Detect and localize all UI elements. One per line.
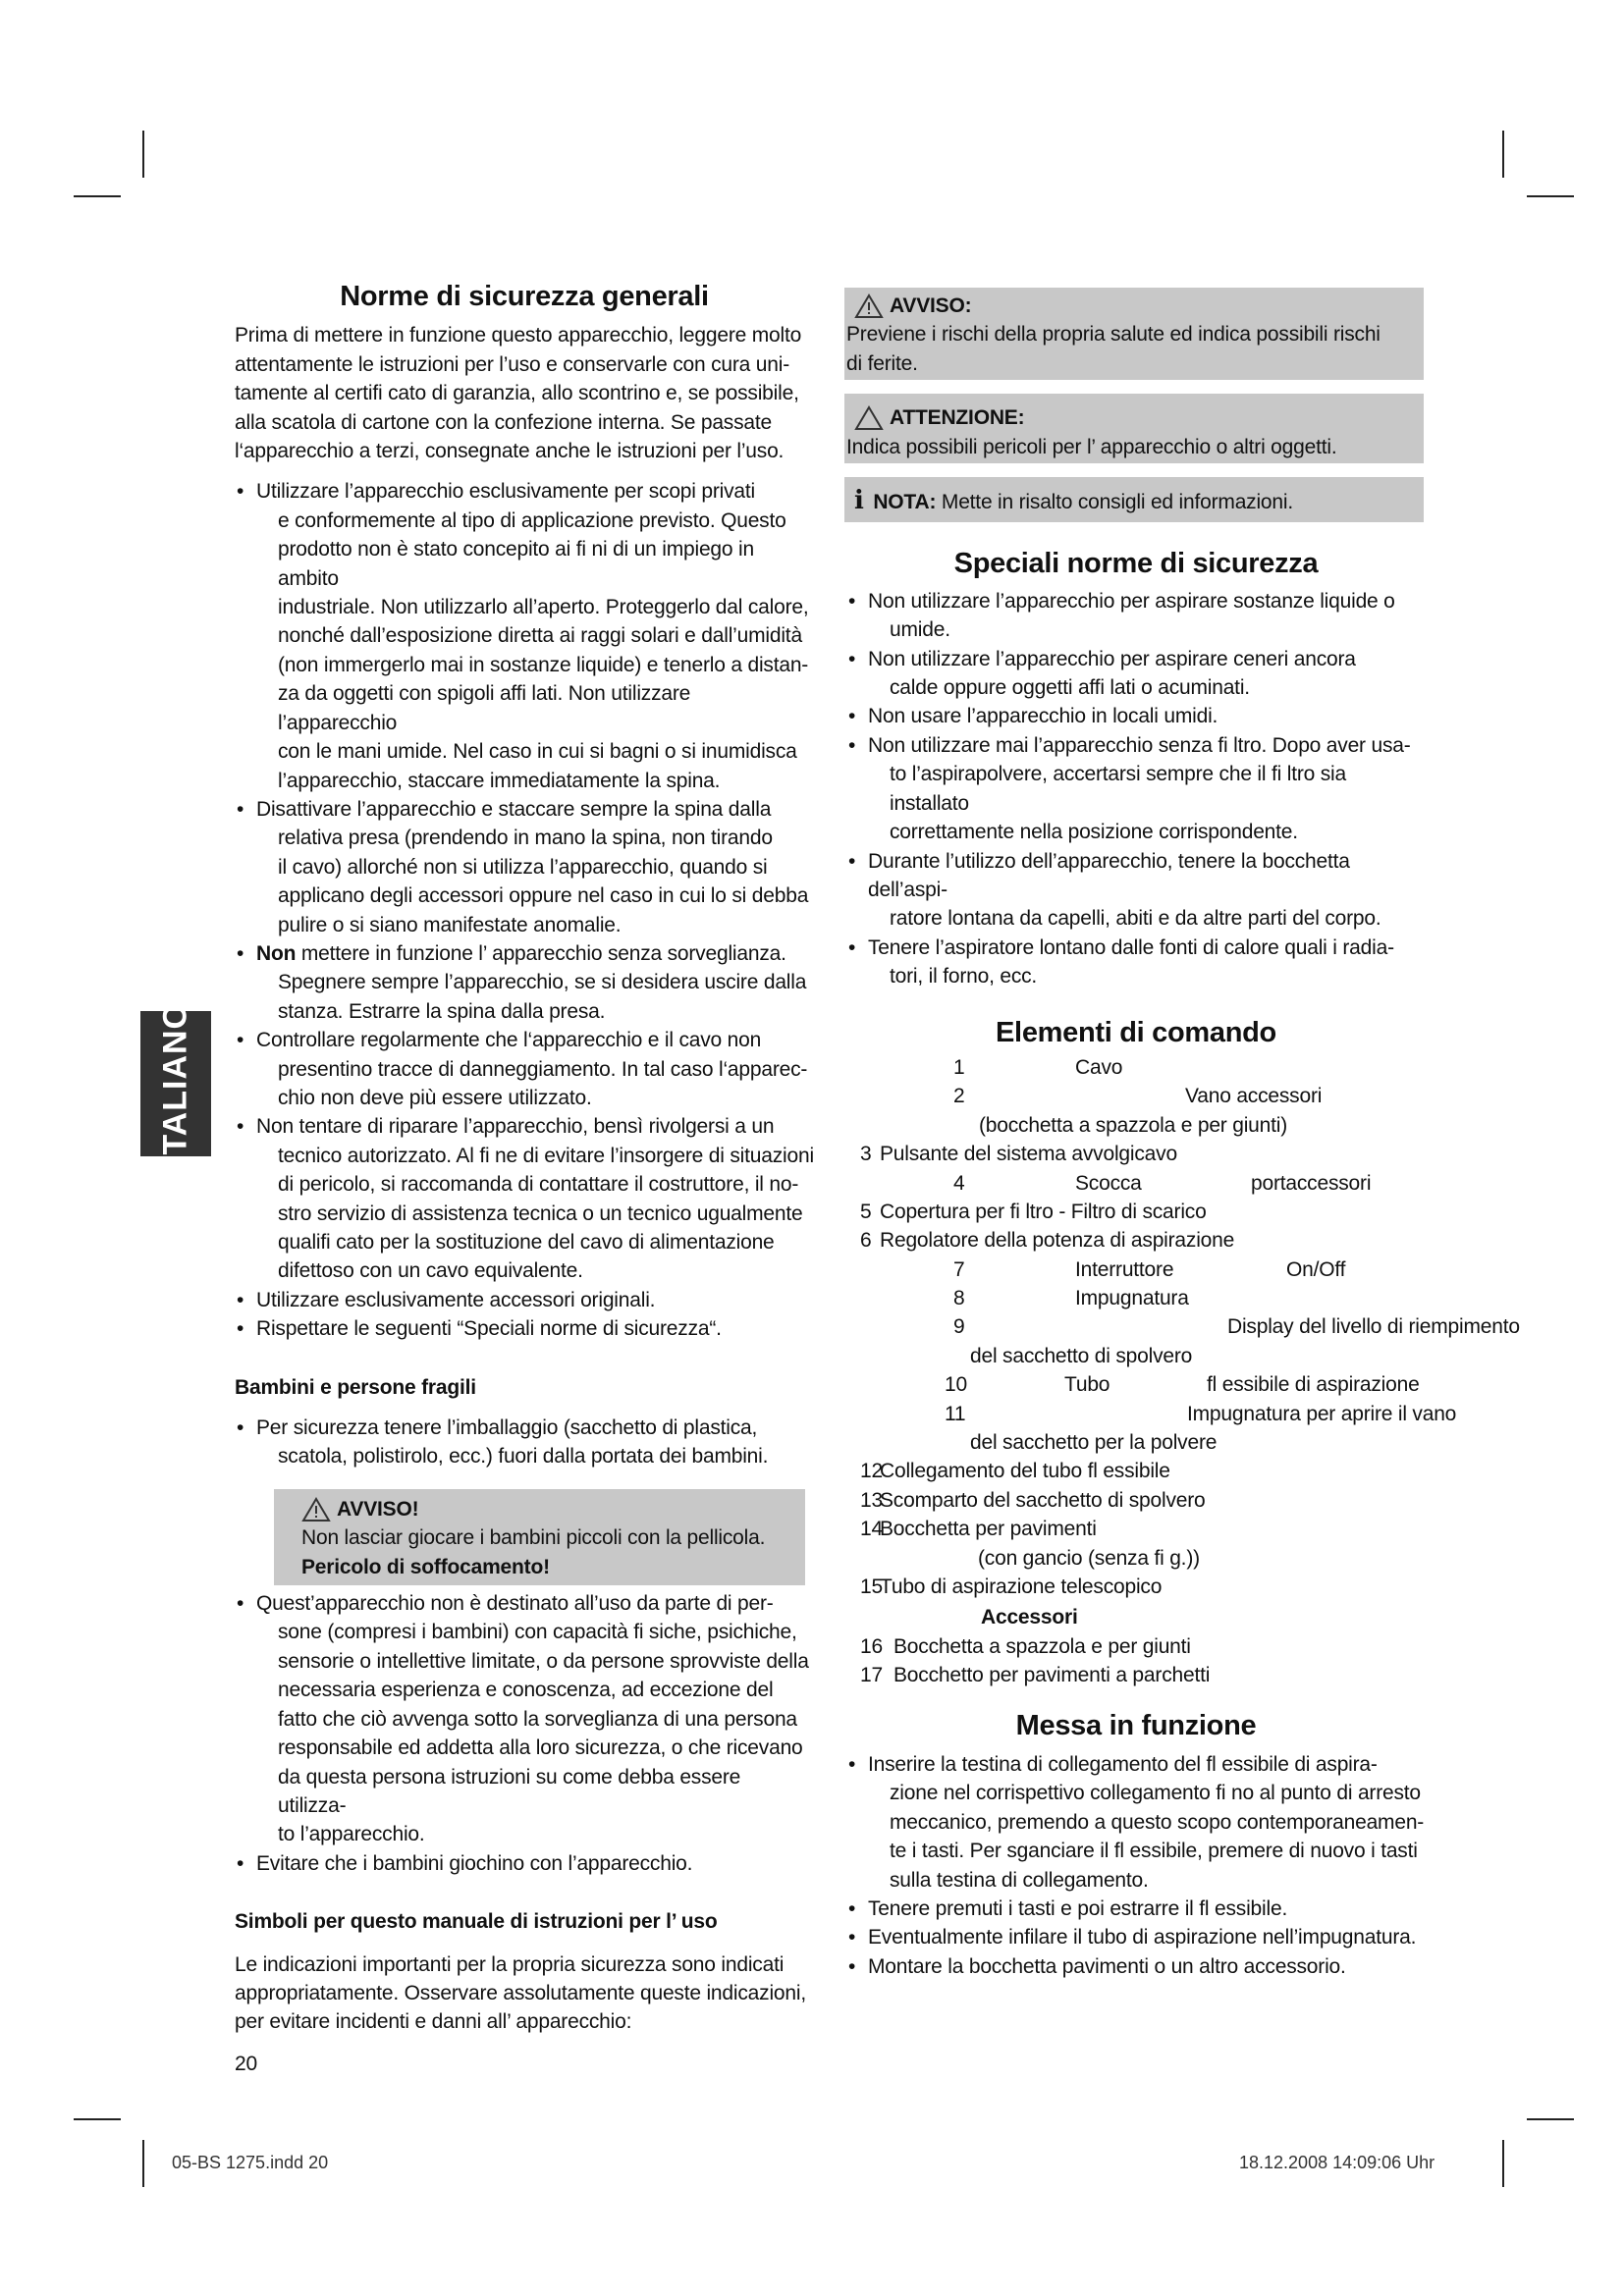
list-item xyxy=(846,1952,1426,1981)
text-line: Prima di mettere in funzione questo apparecchio, leggere molto xyxy=(235,324,802,347)
list-item-first-line xyxy=(256,1112,814,1141)
control-label: portaccessori xyxy=(1251,1171,1372,1195)
controls-list xyxy=(846,1053,1520,1601)
text-line: tori, il forno, ecc. xyxy=(890,965,1038,988)
list-item-first-line xyxy=(868,1952,1426,1981)
crop-mark xyxy=(1502,131,1504,178)
text-line: da questa persona istruzioni su come debba essere utilizza- xyxy=(278,1765,741,1817)
text-line: Quest’apparecchio non è destinato all’uso da parte di per- xyxy=(256,1592,774,1616)
control-item xyxy=(846,1226,1426,1255)
text-line: difettoso con un cavo equivalente. xyxy=(278,1259,583,1283)
control-item xyxy=(846,1111,1426,1140)
list-item-first-line xyxy=(256,1849,814,1878)
text-line: stro servizio di assistenza tecnica o un tecnico ugualmente xyxy=(278,1201,803,1225)
text-line: tecnico autorizzato. Al fi ne di evitare l’insorgere di situazioni xyxy=(278,1144,814,1167)
list-item xyxy=(235,939,814,1026)
bullet-icon: • xyxy=(848,849,856,873)
footer-file-info: 05-BS 1275.indd 20 xyxy=(172,2153,329,2172)
control-number: 13 xyxy=(860,1488,883,1512)
control-number: 5 xyxy=(860,1200,872,1223)
bold-text: Non xyxy=(256,941,297,965)
control-item xyxy=(846,1169,1426,1198)
general-safety-list xyxy=(235,477,814,1343)
control-label: Vano accessori xyxy=(1185,1085,1323,1108)
list-item-first-line xyxy=(868,731,1426,760)
control-item xyxy=(846,1312,1520,1341)
left-column xyxy=(235,283,814,2037)
text-line: scatola, polistirolo, ecc.) fuori dalla portata dei bambini. xyxy=(278,1445,769,1468)
control-item xyxy=(846,1515,1426,1543)
text-line: il cavo) allorché non si utilizza l’apparecchio, quando si xyxy=(278,855,768,879)
control-label: Tubo di aspirazione telescopico xyxy=(880,1575,1163,1598)
attenzione-text: Indica possibili pericoli per l’ apparecchio o altri oggetti. xyxy=(846,435,1337,458)
text-line: to l’aspirapolvere, accertarsi sempre che il fi ltro sia installato xyxy=(890,763,1346,815)
page-number: 20 xyxy=(235,2053,257,2075)
list-item-first-line xyxy=(868,1923,1426,1951)
crop-mark xyxy=(1527,2118,1574,2120)
bullet-icon: • xyxy=(237,1851,244,1875)
list-item xyxy=(846,731,1426,847)
text-line: Rispettare le seguenti “Speciali norme di sicurezza“. xyxy=(256,1317,722,1341)
text-line: e conformemente al tipo di applicazione previsto. Questo xyxy=(278,508,786,532)
text-line: attentamente le istruzioni per l’uso e conservarle con cura uni- xyxy=(235,352,789,376)
list-item-first-line xyxy=(868,847,1426,905)
bullet-icon: • xyxy=(848,705,856,728)
text-line: umide. xyxy=(890,618,950,642)
text-line: Disattivare l’apparecchio e staccare sempre la spina dalla xyxy=(256,797,772,821)
text-line: relativa presa (prendendo in mano la spina, non tirando xyxy=(278,827,773,850)
text-line: mettere in funzione l’ apparecchio senza sorveglianza. xyxy=(296,941,786,965)
control-number: 4 xyxy=(953,1171,965,1195)
text-line: correttamente nella posizione corrispondente. xyxy=(890,821,1298,844)
control-item xyxy=(846,1428,1426,1457)
text-line: pulire o si siano manifestate anomalie. xyxy=(278,913,622,936)
crop-mark xyxy=(142,131,144,178)
list-item-first-line xyxy=(256,1414,814,1442)
text-line: Controllare regolarmente che l‘apparecchio e il cavo non xyxy=(256,1029,762,1052)
section-title-controls: Elementi di comando xyxy=(996,1016,1276,1048)
control-label: del sacchetto di spolvero xyxy=(970,1344,1193,1367)
text-line: Eventualmente infilare il tubo di aspirazione nell’impugnatura. xyxy=(868,1926,1417,1949)
text-line: Utilizzare esclusivamente accessori originali. xyxy=(256,1288,656,1311)
text-line: Utilizzare l’apparecchio esclusivamente per scopi privati xyxy=(256,480,755,504)
bullet-icon: • xyxy=(848,589,856,613)
text-line: Per sicurezza tenere l’imballaggio (sacchetto di plastica, xyxy=(256,1416,758,1440)
control-item xyxy=(846,1486,1426,1515)
list-item xyxy=(846,1895,1426,1923)
language-tab-label: ITALIANO xyxy=(156,1001,194,1166)
text-line: meccanico, premendo a questo scopo contemporaneamen- xyxy=(890,1810,1425,1834)
section-title-setup: Messa in funzione xyxy=(1015,1709,1257,1741)
bullet-icon: • xyxy=(237,797,244,821)
control-number: 8 xyxy=(953,1287,965,1310)
list-item xyxy=(235,477,814,794)
list-item xyxy=(846,702,1426,730)
control-label: (bocchetta a spazzola e per giunti) xyxy=(979,1113,1288,1137)
control-label: Impugnatura per aprire il vano xyxy=(1187,1402,1457,1425)
control-number: 14 xyxy=(860,1518,883,1541)
list-item xyxy=(235,1314,814,1343)
list-item xyxy=(846,587,1426,645)
bullet-icon: • xyxy=(237,1288,244,1311)
avviso-title-text: AVVISO: xyxy=(890,294,972,317)
text-line: zione nel corrispettivo collegamento fi no al punto di arresto xyxy=(890,1782,1421,1805)
list-item xyxy=(235,795,814,939)
nota-box xyxy=(844,477,1424,522)
list-item xyxy=(846,847,1426,934)
text-line: to l’apparecchio. xyxy=(278,1823,425,1846)
control-label: Scomparto del sacchetto di spolvero xyxy=(880,1488,1206,1512)
accessory-number: 17 xyxy=(860,1664,883,1687)
bullet-icon: • xyxy=(237,1115,244,1139)
control-number: 9 xyxy=(953,1315,965,1339)
list-item xyxy=(235,1112,814,1285)
accessory-label: Bocchetta a spazzola e per giunti xyxy=(893,1634,1191,1658)
setup-list xyxy=(846,1750,1426,1981)
list-item xyxy=(846,645,1426,703)
control-number: 12 xyxy=(860,1460,883,1483)
caution-triangle-icon xyxy=(854,405,884,431)
text-line: nonché dall’esposizione diretta ai raggi solari e dall’umidità xyxy=(278,624,802,648)
avviso-text: Previene i rischi della propria salute ed indica possibili rischi xyxy=(846,323,1380,347)
crop-mark xyxy=(74,195,121,197)
text-line: responsabile ed addetta alla loro sicurezza, o che ricevano xyxy=(278,1736,803,1760)
warning-box-bold-text: Pericolo di soffocamento! xyxy=(301,1555,550,1578)
text-line: chio non deve più essere utilizzato. xyxy=(278,1086,592,1109)
text-line: sulla testina di collegamento. xyxy=(890,1868,1149,1892)
warning-triangle-icon xyxy=(301,1497,331,1522)
text-line: di pericolo, si raccomanda di contattare il costruttore, il no- xyxy=(278,1173,799,1197)
text-line: Durante l’utilizzo dell’apparecchio, tenere la bocchetta dell’aspi- xyxy=(868,849,1350,901)
section-title-special-safety: Speciali norme di sicurezza xyxy=(953,548,1319,580)
control-item xyxy=(846,1198,1426,1226)
list-item-first-line xyxy=(256,795,814,824)
text-line: applicano degli accessori oppure nel caso in cui lo si debba xyxy=(278,884,809,908)
attenzione-title-text: ATTENZIONE: xyxy=(890,406,1025,430)
bullet-icon: • xyxy=(848,647,856,670)
subheading-symbols: Simboli per questo manuale di istruzioni per l’ uso xyxy=(235,1910,718,1934)
bullet-icon: • xyxy=(237,1317,244,1341)
control-item xyxy=(846,1400,1457,1428)
text-line: Non tentare di riparare l’apparecchio, bensì rivolgersi a un xyxy=(256,1115,775,1139)
bullet-icon: • xyxy=(237,480,244,504)
control-number: 3 xyxy=(860,1143,872,1166)
control-label: Cavo xyxy=(1075,1055,1123,1079)
accessory-item xyxy=(846,1661,1426,1689)
crop-mark xyxy=(142,2140,144,2187)
avviso-text: di ferite. xyxy=(846,351,918,375)
attenzione-box xyxy=(844,394,1424,463)
bullet-icon: • xyxy=(848,1896,856,1920)
control-number: 6 xyxy=(860,1229,872,1253)
list-item xyxy=(846,1750,1426,1895)
list-item xyxy=(235,1589,814,1849)
text-line: Montare la bocchetta pavimenti o un altro accessorio. xyxy=(868,1954,1346,1978)
control-number: 15 xyxy=(860,1575,883,1598)
list-item-first-line xyxy=(256,1026,814,1054)
text-line: Le indicazioni importanti per la propria sicurezza sono indicati xyxy=(235,1952,785,1976)
list-item xyxy=(235,1849,814,1878)
text-line: calde oppure oggetti affi lati o acuminati. xyxy=(890,676,1250,700)
warning-triangle-icon xyxy=(854,294,884,319)
control-item xyxy=(846,1140,1426,1168)
section-title-general-safety: Norme di sicurezza generali xyxy=(340,281,709,312)
bullet-icon: • xyxy=(848,1954,856,1978)
control-item xyxy=(846,1457,1426,1485)
list-item xyxy=(846,934,1426,991)
bullet-icon: • xyxy=(237,1029,244,1052)
accessory-label: Bocchetto per pavimenti a parchetti xyxy=(893,1664,1211,1687)
control-item xyxy=(846,1342,1426,1370)
list-item-first-line xyxy=(256,939,814,968)
bullet-icon: • xyxy=(848,1752,856,1776)
list-item xyxy=(235,1286,814,1314)
nota-label: NOTA: xyxy=(873,491,937,514)
control-label: Regolatore della potenza di aspirazione xyxy=(880,1229,1235,1253)
control-item xyxy=(846,1573,1426,1601)
bullet-icon: • xyxy=(237,941,244,965)
list-item xyxy=(846,1923,1426,1951)
list-item-first-line xyxy=(256,1314,814,1343)
nota-text: Mette in risalto consigli ed informazioni. xyxy=(936,491,1293,514)
control-label: Bocchetta per pavimenti xyxy=(880,1518,1097,1541)
control-label: Scocca xyxy=(1075,1171,1142,1195)
right-column xyxy=(846,288,1520,1981)
list-item-first-line xyxy=(868,587,1426,615)
info-icon: i xyxy=(854,486,864,516)
list-item-first-line xyxy=(868,934,1426,962)
text-line: Non utilizzare l’apparecchio per aspirare sostanze liquide o xyxy=(868,589,1395,613)
list-item-first-line xyxy=(868,1895,1426,1923)
crop-mark xyxy=(1502,2140,1504,2187)
bullet-icon: • xyxy=(848,935,856,959)
intro-paragraph xyxy=(235,321,814,465)
text-line: Tenere l’aspiratore lontano dalle fonti di calore quali i radia- xyxy=(868,935,1394,959)
text-line: te i tasti. Per sganciare il fl essibile, premere di nuovo i tasti xyxy=(890,1840,1418,1863)
list-item-first-line xyxy=(256,477,814,506)
control-item xyxy=(846,1053,1426,1082)
text-line: Non usare l’apparecchio in locali umidi. xyxy=(868,705,1218,728)
text-line: za da oggetti con spigoli affi lati. Non utilizzare l’apparecchio xyxy=(278,682,691,734)
accessories-list xyxy=(846,1632,1426,1690)
crop-mark xyxy=(1527,195,1574,197)
list-item-first-line xyxy=(256,1286,814,1314)
bullet-icon: • xyxy=(237,1416,244,1440)
control-number: 11 xyxy=(945,1402,966,1425)
text-line: qualifi cato per la sostituzione del cavo di alimentazione xyxy=(278,1231,775,1254)
text-line: presentino tracce di danneggiamento. In tal caso l‘apparec- xyxy=(278,1057,808,1081)
subheading-children: Bambini e persone fragili xyxy=(235,1375,476,1399)
crop-mark xyxy=(74,2118,121,2120)
text-line: fatto che ciò avvenga sotto la sorveglianza di una persona xyxy=(278,1707,797,1731)
control-number: 10 xyxy=(945,1373,967,1397)
control-item xyxy=(846,1284,1426,1312)
text-line: Inserire la testina di collegamento del fl essibile di aspira- xyxy=(868,1752,1378,1776)
bullet-icon: • xyxy=(848,1926,856,1949)
special-safety-list xyxy=(846,587,1426,991)
list-item-first-line xyxy=(868,645,1426,673)
text-line: l‘apparecchio a terzi, consegnate anche le istruzioni per l’uso. xyxy=(235,440,785,463)
subheading-accessories: Accessori xyxy=(981,1606,1078,1629)
list-item-first-line xyxy=(868,1750,1426,1779)
text-line: sensorie o intellettive limitate, o da persone sprovviste della xyxy=(278,1649,809,1673)
text-line: tamente al certifi cato di garanzia, allo scontrino e, se possibile, xyxy=(235,382,799,405)
attenzione-title xyxy=(854,403,1424,432)
accessory-number: 16 xyxy=(860,1634,883,1658)
text-line: prodotto non è stato concepito ai fi ni di un impiego in ambito xyxy=(278,538,754,590)
control-item xyxy=(846,1255,1426,1284)
footer-timestamp: 18.12.2008 14:09:06 Uhr xyxy=(1239,2153,1435,2172)
control-label: (con gancio (senza fi g.)) xyxy=(978,1546,1200,1570)
warning-box-suffocation xyxy=(274,1489,805,1585)
control-label: On/Off xyxy=(1286,1257,1346,1281)
text-line: ratore lontana da capelli, abiti e da altre parti del corpo. xyxy=(890,907,1381,931)
text-line: l’apparecchio, staccare immediatamente la spina. xyxy=(278,769,721,792)
control-label: Tubo xyxy=(1064,1373,1110,1397)
bullet-icon: • xyxy=(848,733,856,757)
list-item xyxy=(235,1414,814,1471)
list-item xyxy=(235,1026,814,1112)
text-line: Non utilizzare l’apparecchio per aspirare ceneri ancora xyxy=(868,647,1356,670)
control-label: del sacchetto per la polvere xyxy=(970,1431,1218,1455)
avviso-box xyxy=(844,288,1424,380)
control-label: Copertura per fi ltro - Filtro di scarico xyxy=(880,1200,1207,1223)
children-list xyxy=(235,1414,814,1471)
text-line: appropriatamente. Osservare assolutamente queste indicazioni, xyxy=(235,1981,806,2004)
warning-box-title-text: AVVISO! xyxy=(337,1497,419,1521)
control-label: fl essibile di aspirazione xyxy=(1207,1373,1420,1397)
text-line: Non utilizzare mai l’apparecchio senza fi ltro. Dopo aver usa- xyxy=(868,733,1411,757)
control-number: 1 xyxy=(953,1055,965,1079)
warning-box-text: Non lasciar giocare i bambini piccoli con la pellicola. xyxy=(301,1526,766,1550)
persons-list xyxy=(235,1589,814,1878)
control-item xyxy=(846,1370,1426,1399)
control-number: 2 xyxy=(953,1085,965,1108)
text-line: industriale. Non utilizzarlo all’aperto. Proteggerlo dal calore, xyxy=(278,596,809,619)
language-tab xyxy=(140,1001,211,1166)
text-line: necessaria esperienza e conoscenza, ad eccezione del xyxy=(278,1679,774,1702)
warning-box-title xyxy=(301,1495,793,1523)
text-line: sone (compresi i bambini) con capacità fi siche, psichiche, xyxy=(278,1621,797,1644)
bullet-icon: • xyxy=(237,1592,244,1616)
accessory-item xyxy=(846,1632,1426,1661)
text-line: Evitare che i bambini giochino con l’apparecchio. xyxy=(256,1851,693,1875)
avviso-title xyxy=(854,292,1424,320)
text-line: (non immergerlo mai in sostanze liquide) e tenerlo a distan- xyxy=(278,653,809,676)
control-label: Display del livello di riempimento xyxy=(1227,1315,1520,1339)
symbols-paragraph xyxy=(235,1950,814,2037)
control-label: Interruttore xyxy=(1075,1257,1174,1281)
control-number: 7 xyxy=(953,1257,965,1281)
text-line: per evitare incidenti e danni all’ apparecchio: xyxy=(235,2010,632,2034)
control-label: Collegamento del tubo fl essibile xyxy=(880,1460,1170,1483)
control-item xyxy=(846,1082,1426,1110)
text-line: con le mani umide. Nel caso in cui si bagni o si inumidisca xyxy=(278,740,797,764)
list-item-first-line xyxy=(256,1589,814,1618)
text-line: Tenere premuti i tasti e poi estrarre il fl essibile. xyxy=(868,1896,1288,1920)
text-line: Spegnere sempre l’apparecchio, se si desidera uscire dalla xyxy=(278,971,807,994)
list-item-first-line xyxy=(868,702,1426,730)
control-label: Impugnatura xyxy=(1075,1287,1189,1310)
control-label: Pulsante del sistema avvolgicavo xyxy=(880,1143,1177,1166)
text-line: alla scatola di cartone con la confezione interna. Se passate xyxy=(235,410,772,434)
text-line: stanza. Estrarre la spina dalla presa. xyxy=(278,999,606,1023)
control-item xyxy=(846,1544,1426,1573)
